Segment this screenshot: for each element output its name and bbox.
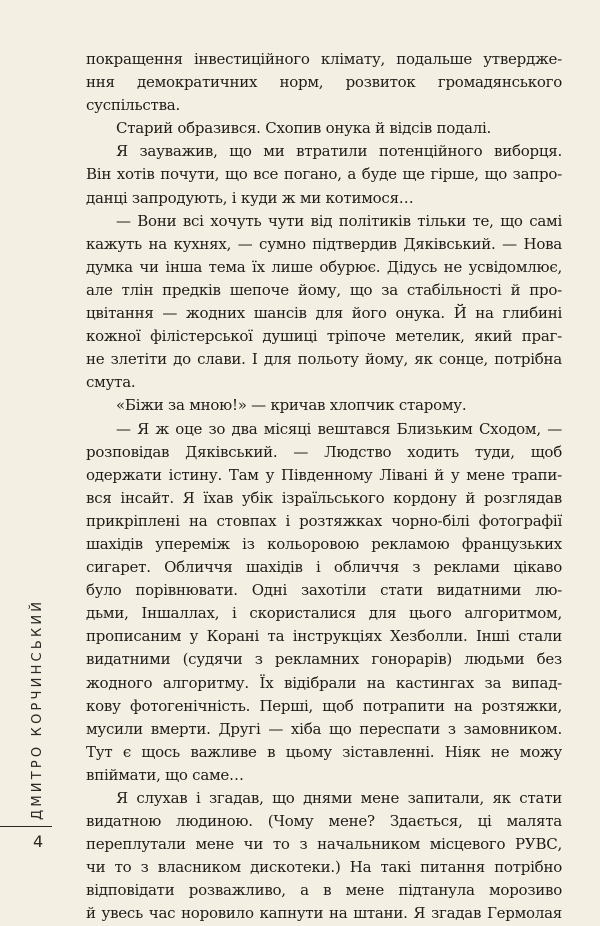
text-line: ння демократичних норм, розвиток громадянського <box>86 73 562 92</box>
text-line: — Вони всі хочуть чути від політиків тільки те, що самі <box>116 211 562 230</box>
text-line: Він хотів почути, що все погано, а буде ще гірше, що запро- <box>86 165 562 184</box>
text-line: кажуть на кухнях, — сумно підтвердив Дяківський. — Нова <box>86 234 562 253</box>
text-line: кожної філістерської душиці тріпоче метелик, який праг- <box>86 327 562 346</box>
text-line: — Я ж оце зо два місяці вештався Близьким Сходом, — <box>116 419 562 438</box>
text-line: й увесь час норовило капнути на штани. Я згадав Гермолая <box>86 904 562 923</box>
text-line: Я зауважив, що ми втратили потенційного виборця. <box>116 142 562 161</box>
text-line: вся інсайт. Я їхав убік ізраїльського кордону й розглядав <box>86 488 562 507</box>
text-line: прописаним у Корані та інструкціях Хезболли. Інші стали <box>86 627 562 646</box>
text-line: Тут є щось важливе в цьому зіставленні. Ніяк не можу <box>86 742 562 761</box>
text-line: але тлін предків шепоче йому, що за стабільності й про- <box>86 280 562 299</box>
text-line: суспільства. <box>86 96 180 115</box>
text-line: смута. <box>86 373 136 392</box>
text-line: кову фотогенічність. Перші, щоб потрапити на розтяжки, <box>86 696 562 715</box>
text-line: було порівнювати. Одні захотіли стати видатними лю- <box>86 581 562 600</box>
text-line: дьми, Іншаллах, і скористалися для цього алгоритмом, <box>86 604 562 623</box>
text-line: «Біжи за мною!» — кричав хлопчик старому. <box>116 396 467 415</box>
text-line: цвітання — жодних шансів для його онука. Й на глибині <box>86 304 562 323</box>
text-line: не злетіти до слави. І для польоту йому, як сонце, потрібна <box>86 350 562 369</box>
text-line: переплутали мене чи то з начальником місцевого РУВС, <box>86 835 562 854</box>
page-number: 4 <box>33 832 44 851</box>
text-line: впіймати, що саме… <box>86 765 244 784</box>
body-text <box>86 48 562 926</box>
text-line: одержати істину. Там у Південному Лівані й у мене трапи- <box>86 465 562 484</box>
text-line: мусили вмерти. Другі — хіба що переспати з замовником. <box>86 719 562 738</box>
text-line: розповідав Дяківський. — Людство ходить туди, щоб <box>86 442 562 461</box>
text-line: Старий образився. Схопив онука й відсів подалі. <box>116 119 492 138</box>
text-line: видатними (судячи з рекламних гонорарів) людьми без <box>86 650 562 669</box>
text-line: думка чи інша тема їх лише обурює. Дідусь не усвідомлює, <box>86 257 562 276</box>
text-line: чи то з власником дискотеки.) На такі питання потрібно <box>86 858 562 877</box>
text-line: видатною людиною. (Чому мене? Здається, ці малята <box>86 812 562 831</box>
text-line: жодного алгоритму. Їх відібрали на кастингах за випад- <box>86 673 562 692</box>
running-head-author: ДМИТРО КОРЧИНСЬКИЙ <box>30 598 45 820</box>
text-line: сигарет. Обличчя шахідів і обличчя з реклами цікаво <box>86 558 562 577</box>
text-line: Я слухав і згадав, що днями мене запитали, як стати <box>116 789 562 807</box>
text-line: данці запродують, і куди ж ми котимося… <box>86 188 414 207</box>
text-line: покращення інвестиційного клімату, подальше утвердже- <box>86 50 562 68</box>
text-line: відповідати розважливо, а в мене підтанула морозиво <box>86 881 562 900</box>
folio-divider <box>0 826 52 827</box>
text-line: шахідів упереміж із кольоровою рекламою французьких <box>86 534 562 553</box>
text-line: прикріплені на стовпах і розтяжках чорно-білі фотографії <box>86 511 562 530</box>
